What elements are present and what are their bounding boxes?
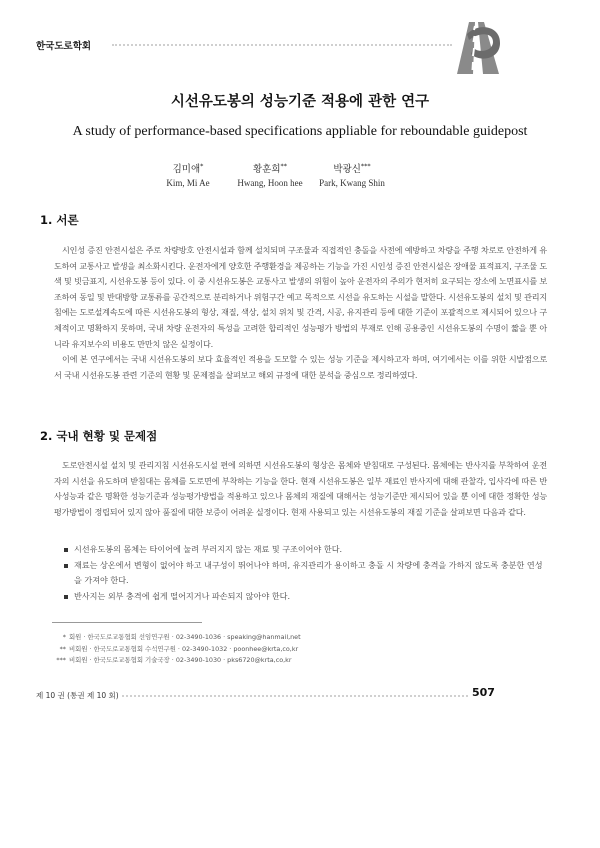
footnote-mark: ** [59,644,66,653]
author-name-en: Kim, Mi Ae [166,178,210,188]
author-name-ko: 박광신 [333,164,361,175]
footnote-mark: *** [56,656,66,665]
section-heading: 2. 국내 현황 및 문제점 [40,429,158,443]
author-name-ko: 황훈희 [252,164,281,175]
section-heading: 1. 서론 [40,213,79,227]
footnote-text: 비회원 · 한국도로교통협회 수석연구원 · 02-3490-1032 · poonhee@krta,co,kr [69,644,299,653]
footnotes [54,632,301,667]
list-item [64,589,546,605]
author-mark: *** [360,161,371,170]
list-item-text: 반사지는 외부 충격에 쉽게 떨어지거나 파손되지 않아야 한다. [74,590,291,601]
list-item-text: 시선유도봉의 몸체는 타이어에 눌려 부러지지 않는 재료 및 구조이어야 한다. [74,544,343,554]
bullet-square-icon [64,595,68,599]
author-3 [282,161,422,188]
bullet-square-icon [64,548,68,552]
footer-divider [122,695,468,697]
author-name-ko: 김미애 [172,164,201,175]
list-item [64,558,546,589]
footnote [54,632,301,644]
body-paragraph: 시인성 증진 안전시설은 주로 차량방호 안전시설과 함께 설치되며 구조물과 직접적인 충돌을 사전에 예방하고 차량을 주행 차로로 안전하게 유도하여 교통사고 발생을 최소화시킨다. 운전자에게 양호한 주행환경을 제공하는 기능을 가진 시인성 증진 안전시설은 장애물 표적표지, 구조물 도색 및 빗금표지, 시선유도봉 등이 있다. 이 중 시선유도봉은 교통사고 발생의 위험이 높아 운전자의 주의가 현저히 요구되는 장소에 노면표시를 보조하여 동일 및 반대방향 교통류를 공간적으로 분리하거나 위험구간 예고 목적으로 시선을 유도하는 시설을 말한다. 시선유도봉의 설치 및 관리지침에는 도로설계속도에 따른 시선유도봉의 형상, 재질, 색상, 설치 위치 및 간격, 시공, 유지관리 등에 대한 기준이 포괄적으로 제시되어 있으나 구체적이고 명확하지 못하며, 국내 차량 운전자의 특성을 고려한 합리적인 성능평가 방법의 부재로 인해 공용중인 시선유도봉의 수명이 짧을 뿐 아니라 유지보수의 비용도 만만치 않은 실정이다. [54,245,547,349]
footnote [54,655,301,667]
list-item [64,542,546,558]
footnote-text: 비회원 · 한국도로교통협회 기술국장 · 02-3490-1030 · pks6720@krta,co,kr [69,656,292,665]
paper-title-korean: 시선유도봉의 성능기준 적용에 관한 연구 [170,94,430,110]
author-mark: ** [280,161,288,170]
bullet-square-icon [64,564,68,568]
footnote-mark: * [62,633,66,641]
journal-name: 한국도로학회 [36,41,92,52]
header-divider [112,44,452,46]
list-item-text: 재료는 상온에서 변형이 없어야 하고 내구성이 뛰어나야 하며, 유지관리가 용이하고 충돌 시 차량에 충격을 가하지 않도록 충분한 연성을 가져야 한다. [74,559,543,586]
volume-info: 제 10 권 (통권 제 10 회) [36,691,119,700]
body-paragraph: 이에 본 연구에서는 국내 시선유도봉의 보다 효율적인 적용을 도모할 수 있는 성능 기준을 제시하고자 하며, 여기에서는 이를 위한 시발점으로서 국내 시선유도봉 관련 기준의 현황 및 문제점을 살펴보고 해외 규정에 대한 분석을 중심으로 정리하였다. [54,354,547,380]
paper-title-english: A study of performance-based specifications appliable for reboundable guidepost [72,124,528,139]
author-name-en: Hwang, Hoon hee [237,178,303,188]
author-name-en: Park, Kwang Shin [319,178,385,188]
criteria-list [64,542,546,604]
page-number: 507 [472,686,495,699]
author-mark: * [200,161,204,170]
footnote [54,644,301,656]
footnote-text: 회원 · 한국도로교통협회 선임연구원 · 02-3490-1036 · speaking@hanmail,net [69,633,301,641]
body-paragraph: 도로안전시설 설치 및 관리지침 시선유도시설 편에 의하면 시선유도봉의 형상은 몸체와 받침대로 구성된다. 몸체에는 반사지를 부착하여 운전자의 시선을 유도하며 받침대는 몸체를 도로면에 부착하는 기능을 한다. 현재 시선유도봉은 일부 재료인 반사지에 대해 관찰각, 입사각에 따른 반사성능과 같은 명확한 성능기준과 성능평가방법을 적용하고 있으나 몸체의 재질에 대해서는 성능기준만 제시되어 있을 뿐 이에 대한 정확한 성능평가방법이 정립되어 있지 않아 품질에 대한 보증이 어려운 실정이다. 현재 사용되고 있는 시선유도봉의 재질 기준을 살펴보면 다음과 같다. [54,460,547,517]
road-p-logo-icon [453,20,503,76]
footnote-divider [52,622,202,623]
